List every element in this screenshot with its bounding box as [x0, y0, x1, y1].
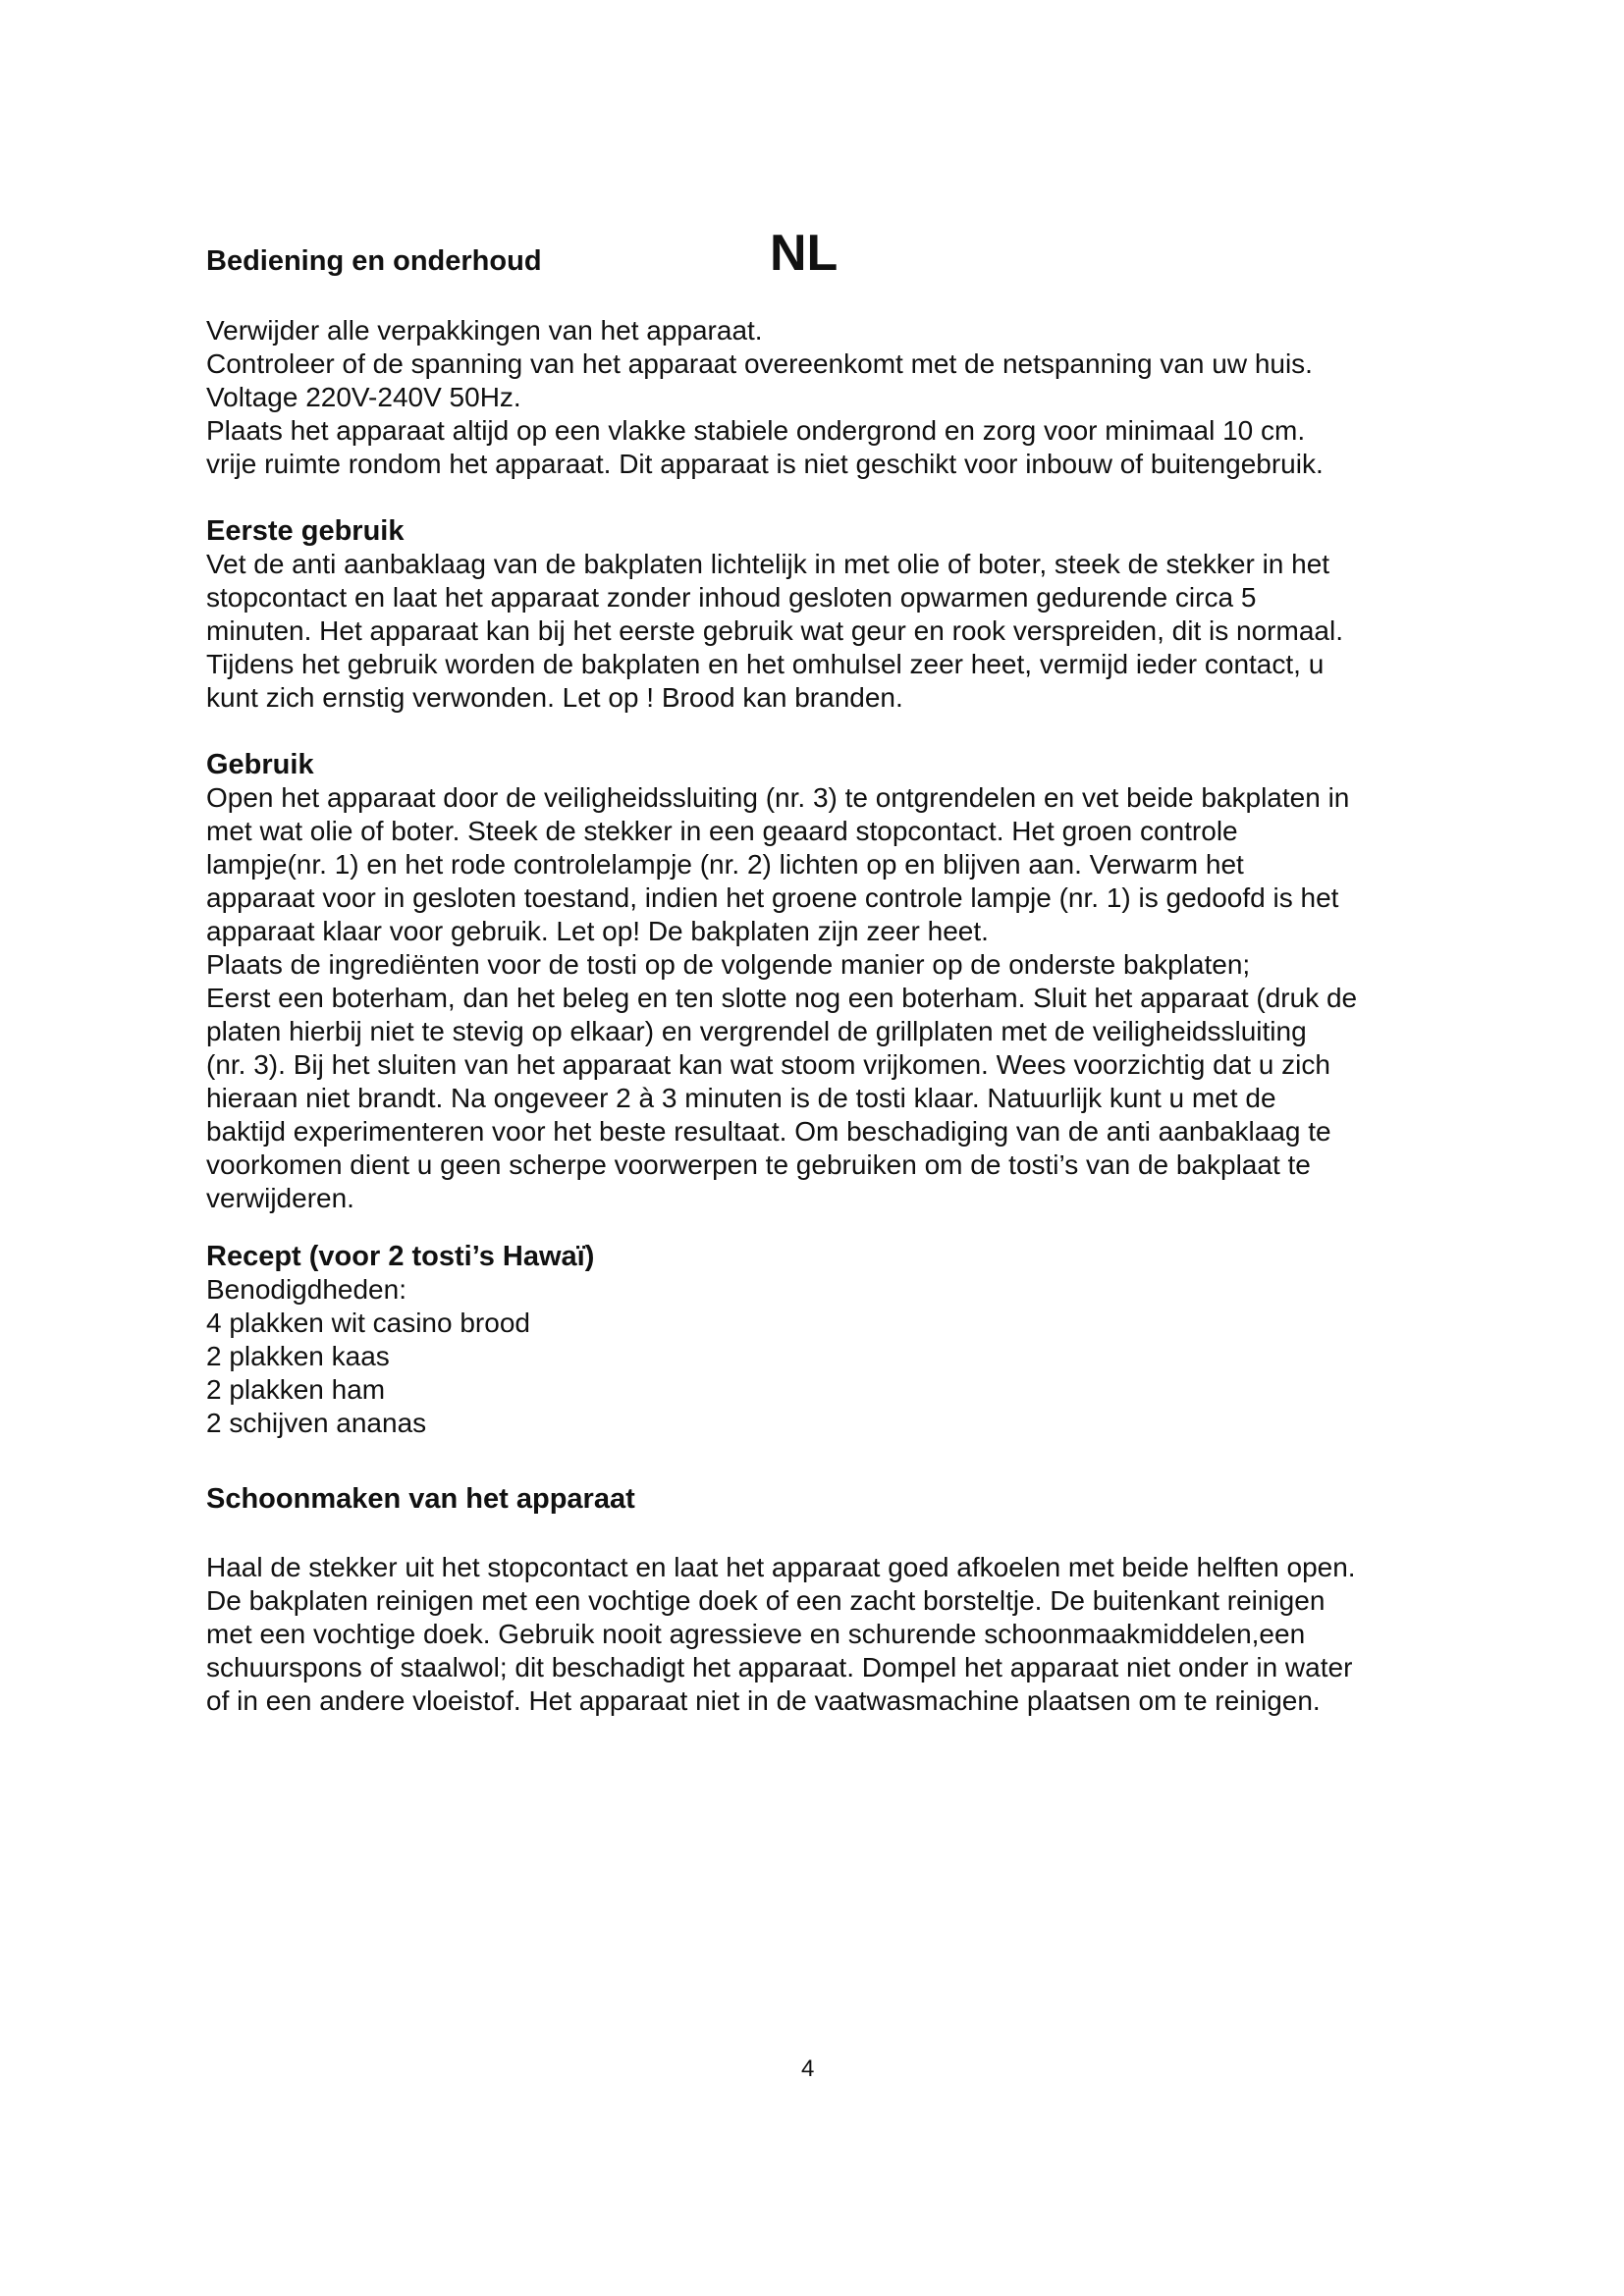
ingredient-item: 2 plakken kaas: [206, 1341, 390, 1371]
eerste-gebruik-section: [206, 514, 1443, 715]
schoonmaken-heading-block: [206, 1482, 1443, 1516]
gebruik-line: Open het apparaat door de veiligheidssluiting (nr. 3) te ontgrendelen en vet beide bakplaten in: [206, 782, 1350, 813]
gebruik-line: lampje(nr. 1) en het rode controlelampje (nr. 2) lichten op en blijven aan. Verwarm het: [206, 849, 1244, 880]
schoonmaken-line: of in een andere vloeistof. Het apparaat niet in de vaatwasmachine plaatsen om te reinigen.: [206, 1685, 1321, 1716]
eerste-gebruik-line: Tijdens het gebruik worden de bakplaten en het omhulsel zeer heet, vermijd ieder contact, u: [206, 649, 1325, 679]
page-header: [206, 224, 1434, 293]
ingredient-item: 4 plakken wit casino brood: [206, 1308, 530, 1338]
schoonmaken-section: [206, 1551, 1443, 1718]
gebruik-section: [206, 748, 1443, 1215]
schoonmaken-line: schuurspons of staalwol; dit beschadigt het apparaat. Dompel het apparaat niet onder in water: [206, 1652, 1353, 1682]
page-number: 4: [801, 2056, 815, 2082]
schoonmaken-line: met een vochtige doek. Gebruik nooit agressieve en schurende schoonmaakmiddelen,een: [206, 1619, 1306, 1649]
ingredient-item: 2 schijven ananas: [206, 1408, 427, 1438]
recept-line: Benodigdheden:: [206, 1274, 406, 1305]
intro-line: vrije ruimte rondom het apparaat. Dit apparaat is niet geschikt voor inbouw of buitengebruik.: [206, 449, 1324, 479]
eerste-gebruik-line: Vet de anti aanbaklaag van de bakplaten lichtelijk in met olie of boter, steek de stekker in het: [206, 549, 1330, 579]
gebruik-line: Eerst een boterham, dan het beleg en ten slotte nog een boterham. Sluit het apparaat (druk de: [206, 983, 1358, 1013]
page-title: Bediening en onderhoud: [206, 245, 542, 277]
eerste-gebruik-line: stopcontact en laat het apparaat zonder inhoud gesloten opwarmen gedurende circa 5: [206, 582, 1257, 613]
gebruik-line: verwijderen.: [206, 1183, 354, 1213]
gebruik-heading: Gebruik: [206, 749, 314, 780]
intro-line: Plaats het apparaat altijd op een vlakke stabiele ondergrond en zorg voor minimaal 10 cm.: [206, 415, 1306, 446]
ingredient-item: 2 plakken ham: [206, 1374, 386, 1405]
recept-heading: Recept (voor 2 tosti’s Hawaï): [206, 1241, 595, 1272]
schoonmaken-heading: Schoonmaken van het apparaat: [206, 1483, 635, 1515]
schoonmaken-line: Haal de stekker uit het stopcontact en laat het apparaat goed afkoelen met beide helften open.: [206, 1552, 1356, 1582]
gebruik-line: baktijd experimenteren voor het beste resultaat. Om beschadiging van de anti aanbaklaag te: [206, 1116, 1331, 1147]
gebruik-line: voorkomen dient u geen scherpe voorwerpen te gebruiken om de tosti’s van de bakplaat te: [206, 1149, 1311, 1180]
eerste-gebruik-line: kunt zich ernstig verwonden. Let op ! Brood kan branden.: [206, 682, 903, 713]
eerste-gebruik-heading: Eerste gebruik: [206, 515, 405, 547]
language-label: NL: [770, 225, 839, 282]
intro-line: Controleer of de spanning van het apparaat overeenkomt met de netspanning van uw huis.: [206, 348, 1313, 379]
gebruik-line: apparaat voor in gesloten toestand, indien het groene controle lampje (nr. 1) is gedoofd is het: [206, 882, 1339, 913]
intro-line: Voltage 220V-240V 50Hz.: [206, 382, 521, 412]
eerste-gebruik-line: minuten. Het apparaat kan bij het eerste gebruik wat geur en rook verspreiden, dit is normaal.: [206, 615, 1343, 646]
gebruik-line: hieraan niet brandt. Na ongeveer 2 à 3 minuten is de tosti klaar. Natuurlijk kunt u met de: [206, 1083, 1276, 1113]
gebruik-line: platen hierbij niet te stevig op elkaar) en vergrendel de grillplaten met de veiligheidssluiting: [206, 1016, 1307, 1046]
schoonmaken-line: De bakplaten reinigen met een vochtige doek of een zacht borsteltje. De buitenkant reinigen: [206, 1585, 1326, 1616]
gebruik-line: met wat olie of boter. Steek de stekker in een geaard stopcontact. Het groen controle: [206, 816, 1238, 846]
gebruik-line: Plaats de ingrediënten voor de tosti op de volgende manier op de onderste bakplaten;: [206, 949, 1251, 980]
intro-section: [206, 314, 1443, 481]
recept-section: [206, 1240, 1443, 1440]
intro-line: Verwijder alle verpakkingen van het apparaat.: [206, 315, 763, 346]
gebruik-line: apparaat klaar voor gebruik. Let op! De bakplaten zijn zeer heet.: [206, 916, 989, 946]
gebruik-line: (nr. 3). Bij het sluiten van het apparaat kan wat stoom vrijkomen. Wees voorzichtig dat u zich: [206, 1049, 1330, 1080]
